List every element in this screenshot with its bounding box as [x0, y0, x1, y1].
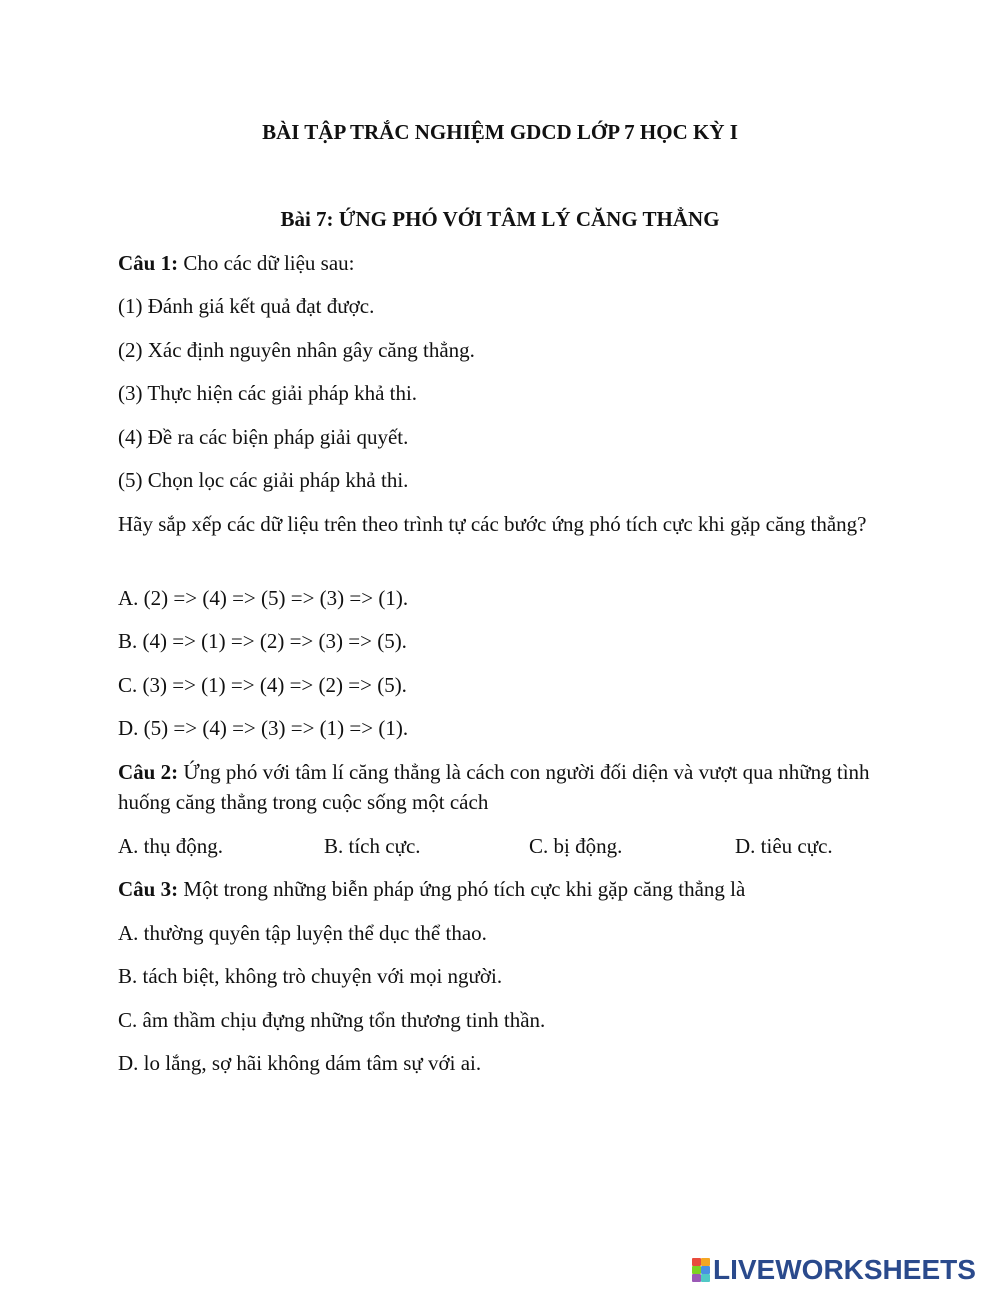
question-3-option-d[interactable]: D. lo lắng, sợ hãi không dám tâm sự với ai.	[118, 1051, 482, 1075]
question-1-option-a[interactable]: A. (2) => (4) => (5) => (3) => (1).	[118, 586, 409, 610]
question-3-option-a[interactable]: A. thường quyên tập luyện thể dục thể thao.	[118, 921, 487, 945]
question-1-item-5: (5) Chọn lọc các giải pháp khả thi.	[118, 468, 409, 492]
question-2-text: Ứng phó với tâm lí căng thẳng là cách con người đối diện và vượt qua những tình huống căng thẳng trong cuộc sống một cách	[118, 760, 870, 814]
question-2-option-c[interactable]: C. bị động.	[529, 834, 623, 858]
question-1-option-d[interactable]: D. (5) => (4) => (3) => (1) => (1).	[118, 716, 409, 740]
question-1-item-3: (3) Thực hiện các giải pháp khả thi.	[118, 381, 418, 405]
question-1-item-4: (4) Đề ra các biện pháp giải quyết.	[118, 425, 409, 449]
question-1-text: Cho các dữ liệu sau:	[178, 251, 355, 275]
question-3-stem	[118, 874, 878, 904]
question-2-label: Câu 2:	[118, 760, 179, 784]
liveworksheets-brand-text: LIVEWORKSHEETS	[713, 1254, 976, 1285]
question-2-option-b[interactable]: B. tích cực.	[324, 834, 421, 858]
question-1-item-2: (2) Xác định nguyên nhân gây căng thẳng.	[118, 338, 475, 362]
question-2-stem	[118, 757, 878, 817]
question-1-label: Câu 1:	[118, 251, 179, 275]
question-1-stem	[118, 248, 878, 278]
question-1-option-b[interactable]: B. (4) => (1) => (2) => (3) => (5).	[118, 629, 407, 653]
question-3-option-b[interactable]: B. tách biệt, không trò chuyện với mọi người.	[118, 964, 503, 988]
lesson-title: Bài 7: ỨNG PHÓ VỚI TÂM LÝ CĂNG THẲNG	[280, 207, 720, 231]
liveworksheets-logo	[692, 1254, 976, 1286]
question-3-text: Một trong những biễn pháp ứng phó tích cực khi gặp căng thẳng là	[178, 877, 746, 901]
worksheet-title: BÀI TẬP TRẮC NGHIỆM GDCD LỚP 7 HỌC KỲ I	[262, 120, 738, 144]
question-1-prompt: Hãy sắp xếp các dữ liệu trên theo trình tự các bước ứng phó tích cực khi gặp căng thẳng?	[118, 512, 867, 536]
question-2-option-d[interactable]: D. tiêu cực.	[735, 834, 833, 858]
question-3-label: Câu 3:	[118, 877, 179, 901]
question-2-option-a[interactable]: A. thụ động.	[118, 834, 223, 858]
liveworksheets-logo-icon	[692, 1258, 710, 1282]
question-3-option-c[interactable]: C. âm thầm chịu đựng những tổn thương tinh thần.	[118, 1008, 546, 1032]
question-1-item-1: (1) Đánh giá kết quả đạt được.	[118, 294, 375, 318]
question-1-option-c[interactable]: C. (3) => (1) => (4) => (2) => (5).	[118, 673, 407, 697]
